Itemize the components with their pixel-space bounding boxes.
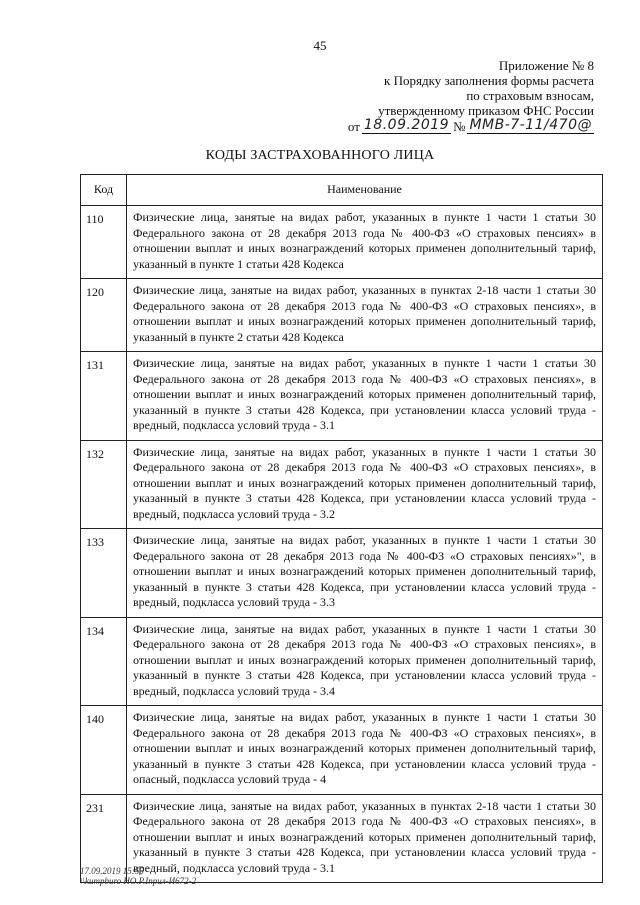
row-code: 133 bbox=[81, 529, 127, 618]
table-row bbox=[81, 529, 603, 618]
appendix-line-2: к Порядку заполнения формы расчета bbox=[384, 73, 594, 88]
table-row bbox=[81, 352, 603, 441]
table-row bbox=[81, 206, 603, 279]
column-header-name: Наименование bbox=[127, 175, 603, 206]
row-code: 231 bbox=[81, 794, 127, 883]
row-description: Физические лица, занятые на видах работ, указанных в пункте 1 части 1 статьи 30 Федерального закона от 28 декабря 2013 года № 400-ФЗ «О страховых пенсиях», в отношении выплат и иных вознаграждений которых применен дополнительный тариф, указанный в пункте 3 статьи 428 Кодекса, при установлении класса условий труда - вредный, подкласса условий труда - 3.4 bbox=[127, 617, 603, 706]
appendix-line-3: по страховым взносам, bbox=[466, 88, 594, 103]
row-description: Физические лица, занятые на видах работ, указанных в пункте 1 части 1 статьи 30 Федерального закона от 28 декабря 2013 года № 400-ФЗ «О страховых пенсиях», в отношении выплат и иных вознаграждений которых применен дополнительный тариф, указанный в пункте 3 статьи 428 Кодекса, при установлении класса условий труда - опасный, подкласса условий труда - 4 bbox=[127, 706, 603, 795]
table-header-row bbox=[81, 175, 603, 206]
row-description: Физические лица, занятые на видах работ, указанных в пункте 1 части 1 статьи 30 Федерального закона от 28 декабря 2013 года № 400-ФЗ «О страховых пенсиях»", в отношении выплат и иных вознаграждений которых применен дополнительный тариф, указанный в пункте 3 статьи 428 Кодекса, при установлении класса условий труда - вредный, подкласса условий труда - 3.3 bbox=[127, 529, 603, 618]
table-row bbox=[81, 279, 603, 352]
column-header-code: Код bbox=[81, 175, 127, 206]
appendix-line-1: Приложение № 8 bbox=[498, 58, 594, 73]
row-description: Физические лица, занятые на видах работ, указанных в пунктах 2-18 части 1 статьи 30 Федерального закона от 28 декабря 2013 года № 400-ФЗ «О страховых пенсиях», в отношении выплат и иных вознаграждений которых применен дополнительный тариф, указанный в пункте 2 статьи 428 Кодекса bbox=[127, 279, 603, 352]
insured-person-codes-table bbox=[80, 174, 603, 883]
date-prefix: от bbox=[347, 119, 360, 134]
number-prefix: № bbox=[453, 119, 466, 134]
appendix-line-4: утвержденному приказом ФНС России bbox=[378, 103, 594, 118]
row-code: 120 bbox=[81, 279, 127, 352]
footer-file-path: \\kumpburo НО.P.Iприл-И672-2 bbox=[80, 876, 197, 886]
appendix-header bbox=[348, 58, 594, 134]
row-code: 140 bbox=[81, 706, 127, 795]
row-code: 110 bbox=[81, 206, 127, 279]
row-code: 131 bbox=[81, 352, 127, 441]
row-description: Физические лица, занятые на видах работ, указанных в пункте 1 части 1 статьи 30 Федерального закона от 28 декабря 2013 года № 400-ФЗ «О страховых пенсиях» в отношении выплат и иных вознаграждений которых применен дополнительный тариф, указанный в пункте 1 статьи 428 Кодекса bbox=[127, 206, 603, 279]
handwritten-order-number: ММВ-7-11/470@ bbox=[469, 117, 592, 133]
order-date-line bbox=[348, 118, 594, 134]
row-code: 132 bbox=[81, 440, 127, 529]
footer-timestamp: 17.09.2019 15:55 bbox=[80, 866, 144, 876]
table-row bbox=[81, 706, 603, 795]
row-code: 134 bbox=[81, 617, 127, 706]
handwritten-date: 18.09.2019 bbox=[363, 117, 450, 133]
row-description: Физические лица, занятые на видах работ, указанных в пунктах 2-18 части 1 статьи 30 Федерального закона от 28 декабря 2013 года № 400-ФЗ «О страховых пенсиях», в отношении выплат и иных вознаграждений которых применен дополнительный тариф, указанный в пункте 3 статьи 428 Кодекса, при установлении класса условий труда - вредный, подкласса условий труда - 3.1 bbox=[127, 794, 603, 883]
footer-stamp bbox=[80, 866, 196, 886]
table-row bbox=[81, 440, 603, 529]
row-description: Физические лица, занятые на видах работ, указанных в пункте 1 части 1 статьи 30 Федерального закона от 28 декабря 2013 года № 400-ФЗ «О страховых пенсиях», в отношении выплат и иных вознаграждений которых применен дополнительный тариф, указанный в пункте 3 статьи 428 Кодекса, при установлении класса условий труда - вредный, подкласса условий труда - 3.2 bbox=[127, 440, 603, 529]
table-row bbox=[81, 617, 603, 706]
document-title: КОДЫ ЗАСТРАХОВАННОГО ЛИЦА bbox=[205, 148, 435, 163]
page-number: 45 bbox=[313, 38, 327, 53]
table-body bbox=[81, 206, 603, 883]
row-description: Физические лица, занятые на видах работ, указанных в пункте 1 части 1 статьи 30 Федерального закона от 28 декабря 2013 года № 400-ФЗ «О страховых пенсиях», в отношении выплат и иных вознаграждений которых применен дополнительный тариф, указанный в пункте 3 статьи 428 Кодекса, при установлении класса условий труда - вредный, подкласса условий труда - 3.1 bbox=[127, 352, 603, 441]
